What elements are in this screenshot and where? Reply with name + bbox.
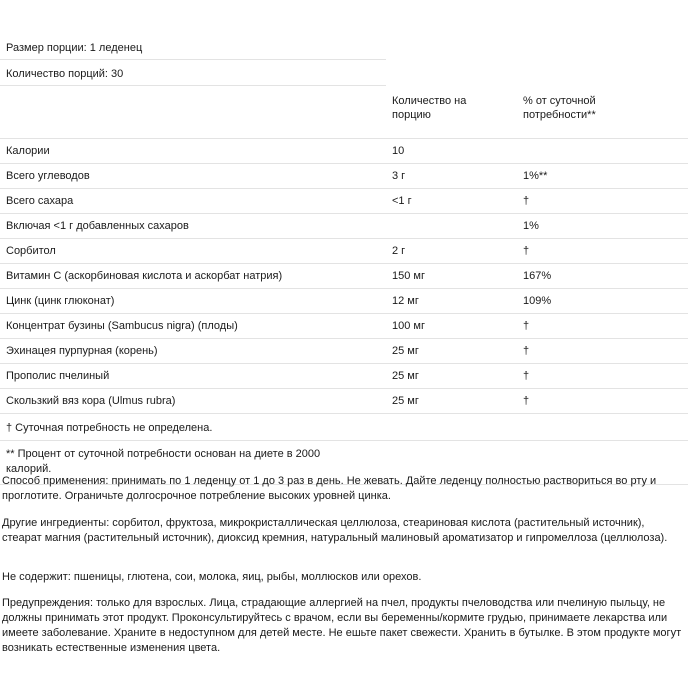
footnote-dagger-row: [0, 414, 688, 441]
nutrient-dv: 1%: [523, 220, 539, 232]
nutrient-name: Концентрат бузины (Sambucus nigra) (плоды): [6, 320, 238, 332]
footnote-dagger: † Суточная потребность не определена.: [6, 422, 213, 434]
nutrient-name: Витамин С (аскорбиновая кислота и аскорбат натрия): [6, 270, 283, 282]
nutrient-dv: 1%**: [523, 170, 548, 182]
nutrient-name: Сорбитол: [6, 245, 56, 257]
nutrient-amount: 25 мг: [392, 345, 419, 357]
amount-column-header: Количество на порцию: [392, 95, 467, 121]
nutrient-name: Калории: [6, 145, 50, 157]
servings-count-row: [0, 60, 386, 86]
table-row: [0, 164, 688, 189]
nutrient-amount: <1 г: [392, 195, 412, 207]
table-row: [0, 264, 688, 289]
table-row: [0, 289, 688, 314]
nutrient-name: Всего сахара: [6, 195, 74, 207]
nutrient-name: Цинк (цинк глюконат): [6, 295, 115, 307]
does-not-contain-text: Не содержит: пшеницы, глютена, сои, молока, яиц, рыбы, моллюсков или орехов.: [2, 571, 422, 583]
serving-size: Размер порции: 1 леденец: [6, 42, 143, 54]
nutrient-amount: 10: [392, 145, 405, 157]
servings-count: Количество порций: 30: [6, 68, 124, 80]
nutrient-name: Включая <1 г добавленных сахаров: [6, 220, 189, 232]
table-row: [0, 314, 688, 339]
usage-text: Способ применения: принимать по 1 леденцу от 1 до 3 раз в день. Не жевать. Дайте леденцу полностью раствориться во рту и проглотите. Ограничьте долгосрочное потребление высоких уровней цинка.: [2, 475, 657, 502]
nutrient-dv: †: [523, 395, 530, 407]
table-row: [0, 239, 688, 264]
nutrient-amount: 100 мг: [392, 320, 425, 332]
nutrient-amount: 2 г: [392, 245, 406, 257]
table-row: [0, 389, 688, 414]
nutrient-name: Всего углеводов: [6, 170, 90, 182]
nutrient-rows: [0, 139, 688, 414]
table-row: [0, 339, 688, 364]
other-ingredients-text: Другие ингредиенты: сорбитол, фруктоза, микрокристаллическая целлюлоза, стеариновая кислота (растительный источник), стеарат магния (растительный источник), диоксид кремния, натуральный малиновый ароматизатор и гипромеллоза (целлюлоза).: [2, 517, 668, 544]
nutrient-amount: 25 мг: [392, 370, 419, 382]
serving-size-row: [0, 34, 386, 60]
nutrient-amount: 25 мг: [392, 395, 419, 407]
nutrient-amount: 150 мг: [392, 270, 425, 282]
table-row: [0, 364, 688, 389]
table-row: [0, 189, 688, 214]
warnings-text: Предупреждения: только для взрослых. Лица, страдающие аллергией на пчел, продукты пчеловодства или пчелиную пыльцу, не должны принимать этот продукт. Проконсультируйтесь с врачом, если вы беременны/кормите грудью, принимаете лекарства или имеете заболевание. Храните в недоступном для детей месте. Не ешьте пакет свежести. Хранить в бутылке. В этом продукте могут возникать естественные изменения цвета.: [2, 597, 682, 654]
table-row: [0, 214, 688, 239]
nutrient-name: Эхинацея пурпурная (корень): [6, 345, 158, 357]
supplement-facts-panel: [0, 34, 688, 485]
nutrient-amount: 12 мг: [392, 295, 419, 307]
nutrient-dv: 167%: [523, 270, 552, 282]
nutrient-dv: †: [523, 320, 530, 332]
nutrient-name: Скользкий вяз кора (Ulmus rubra): [6, 395, 176, 407]
nutrient-dv: 109%: [523, 295, 552, 307]
table-row: [0, 139, 688, 164]
column-header-row: [0, 86, 688, 139]
nutrient-dv: †: [523, 195, 530, 207]
nutrient-dv: †: [523, 245, 530, 257]
nutrient-dv: †: [523, 370, 530, 382]
dv-column-header: % от суточной потребности**: [523, 95, 596, 121]
nutrient-name: Прополис пчелиный: [6, 370, 110, 382]
footnote-double-star: ** Процент от суточной потребности основан на диете в 2000 калорий.: [6, 448, 321, 475]
nutrient-dv: †: [523, 345, 530, 357]
nutrient-amount: 3 г: [392, 170, 406, 182]
